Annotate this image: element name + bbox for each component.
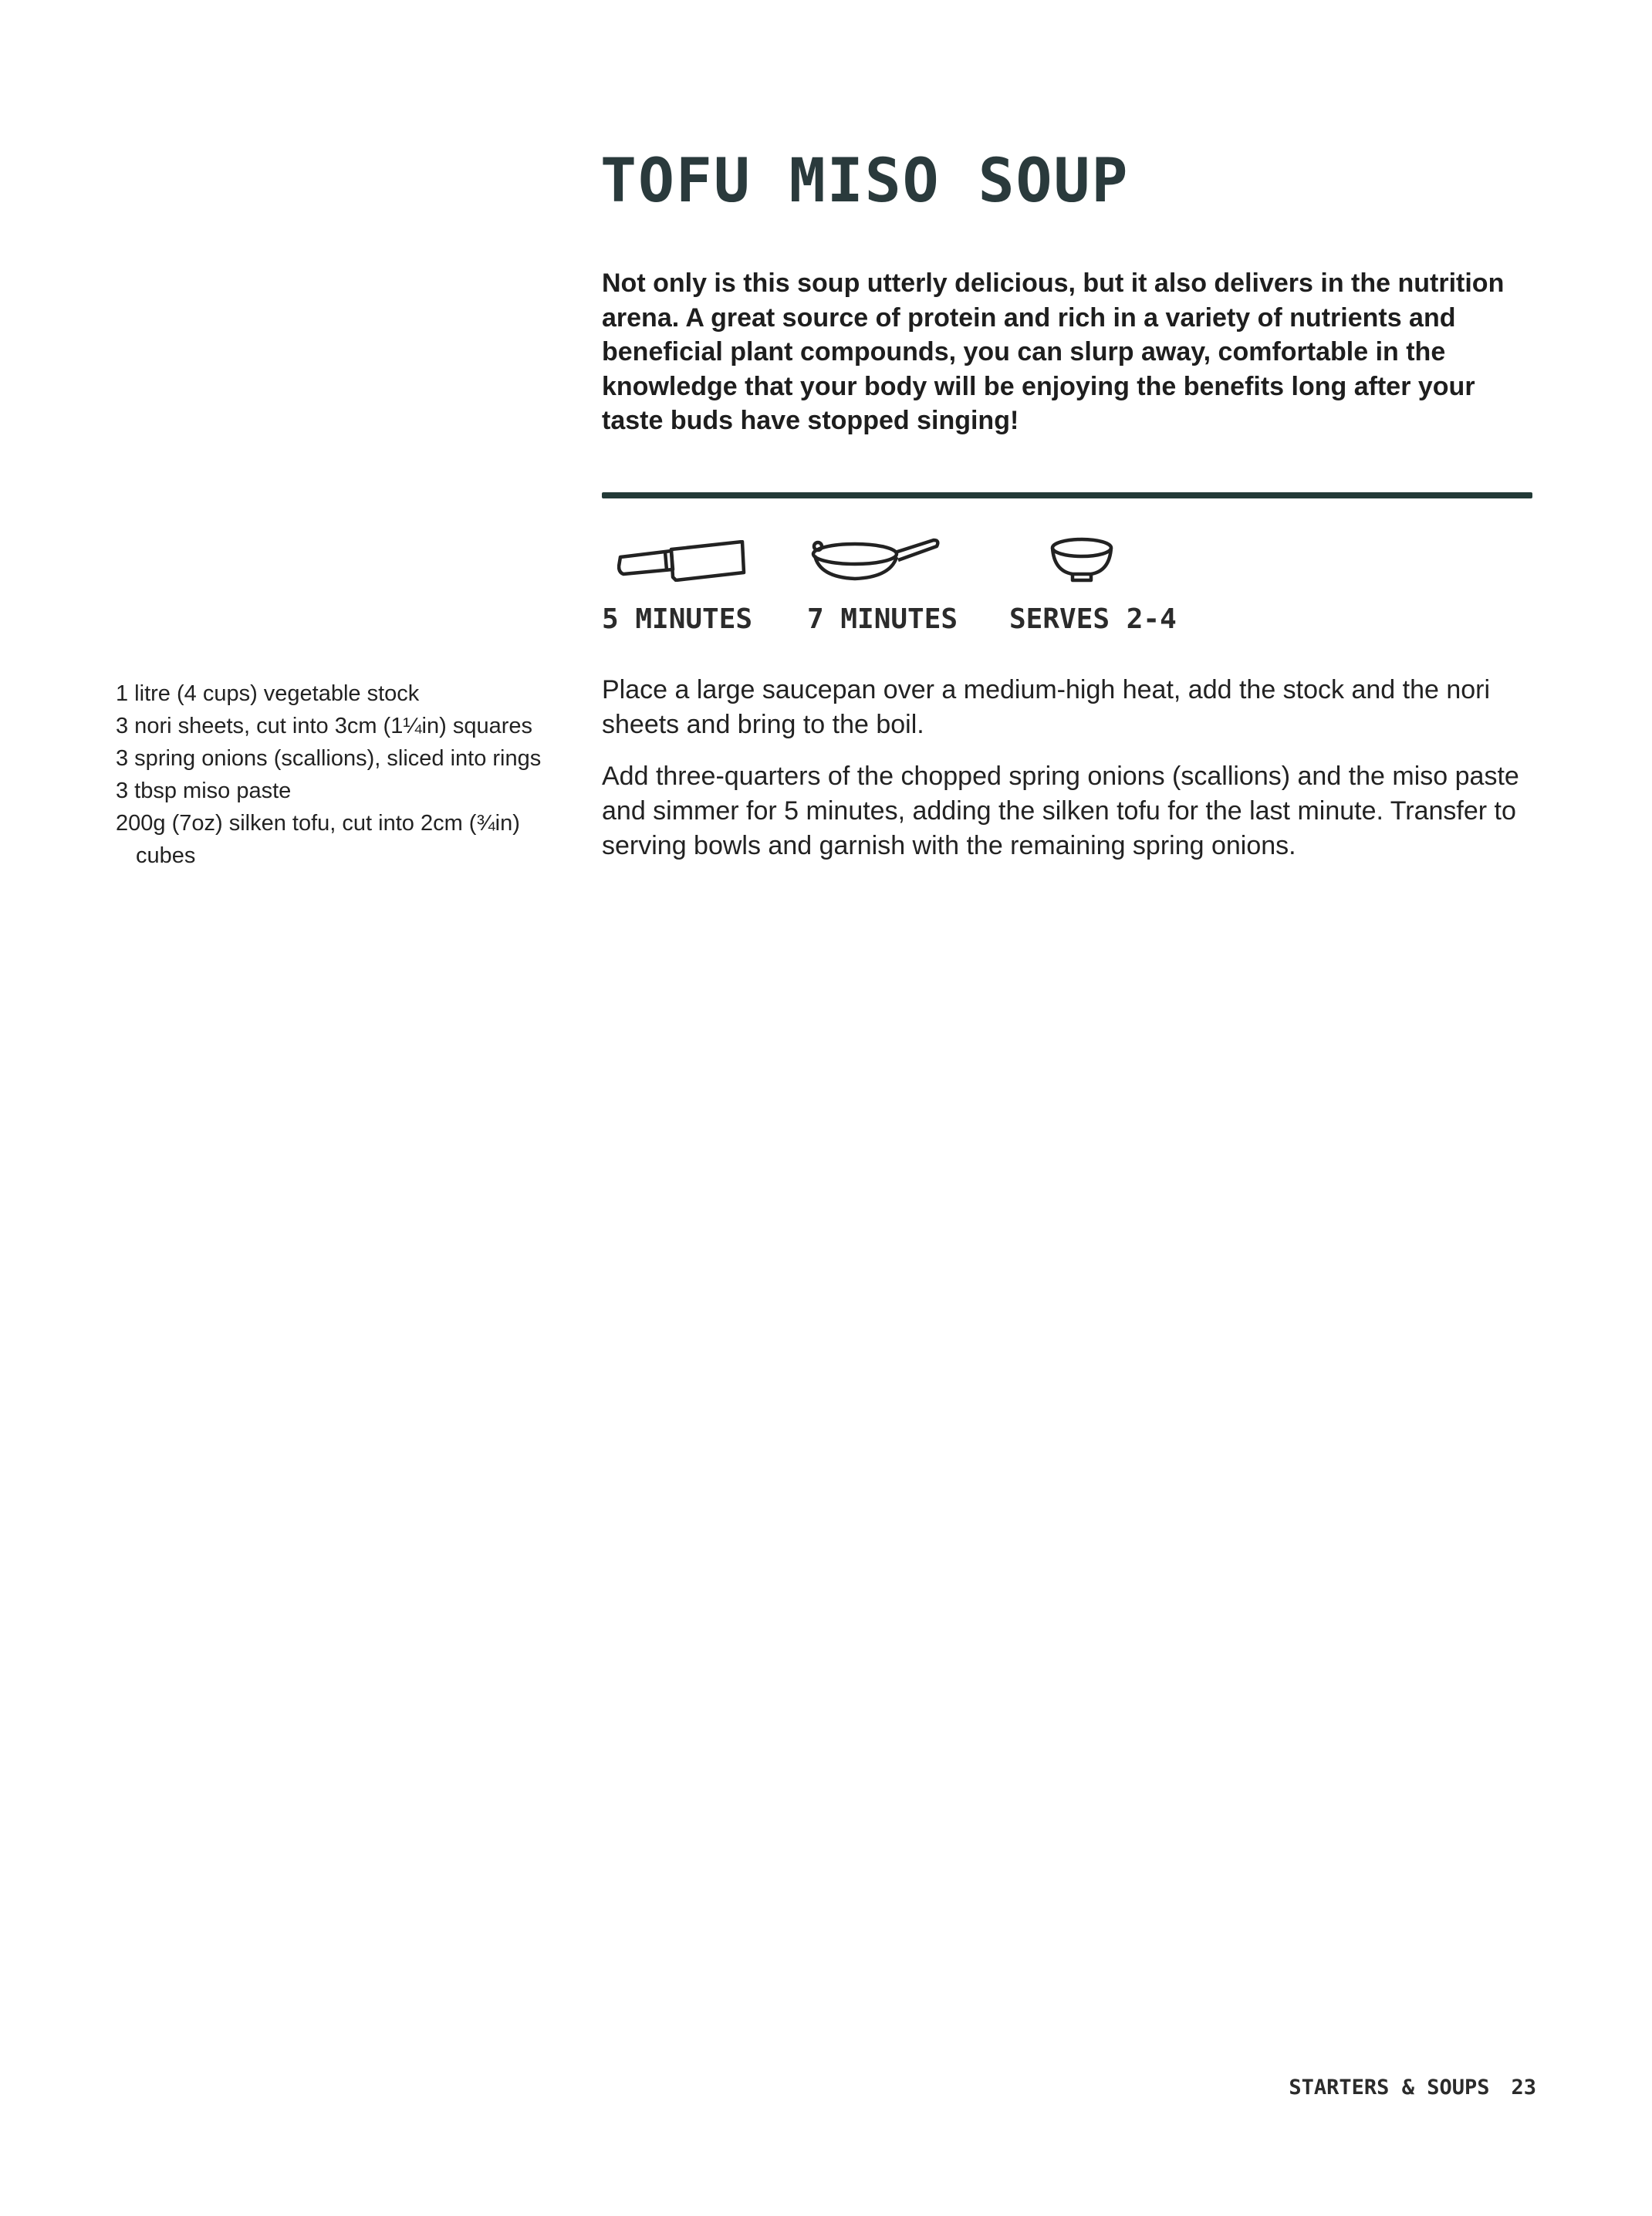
ingredient-item: 1 litre (4 cups) vegetable stock bbox=[116, 681, 420, 706]
recipe-title: TOFU MISO SOUP bbox=[600, 147, 1130, 216]
section-name: STARTERS & SOUPS bbox=[1289, 2076, 1490, 2099]
ingredient-item: 3 spring onions (scallions), sliced into rings bbox=[116, 746, 542, 771]
knife-icon bbox=[617, 540, 756, 582]
ingredient-item: 3 tbsp miso paste bbox=[116, 779, 292, 803]
prep-time-label: 5 MINUTES bbox=[602, 603, 753, 635]
page-number: 23 bbox=[1511, 2076, 1536, 2099]
ingredient-item: 200g (7oz) silken tofu, cut into 2cm (¾in) cubes bbox=[116, 811, 520, 868]
page-footer bbox=[1289, 2076, 1536, 2099]
bowl-icon bbox=[1049, 535, 1114, 583]
divider bbox=[602, 492, 1532, 498]
ingredients-list bbox=[116, 677, 579, 872]
frying-pan-icon bbox=[810, 534, 941, 582]
method-step: Add three-quarters of the chopped spring onions (scallions) and the miso paste and simmer for 5 minutes, adding the silken tofu for the last minute. Transfer to serving bowls and garnish with the remaining spring onions. bbox=[602, 762, 1519, 860]
recipe-intro: Not only is this soup utterly delicious, but it also delivers in the nutrition arena. A great source of protein and rich in a variety of nutrients and beneficial plant compounds, you can slurp away, comfortable in the knowledge that your body will be enjoying the benefits long after your taste buds have stopped singing! bbox=[602, 269, 1505, 435]
method-step: Place a large saucepan over a medium-high heat, add the stock and the nori sheets and bring to the boil. bbox=[602, 675, 1491, 739]
cook-time-label: 7 MINUTES bbox=[807, 603, 958, 635]
servings-label: SERVES 2-4 bbox=[1009, 603, 1177, 635]
ingredient-item: 3 nori sheets, cut into 3cm (1¼in) squares bbox=[116, 714, 532, 738]
method-steps bbox=[602, 673, 1543, 880]
